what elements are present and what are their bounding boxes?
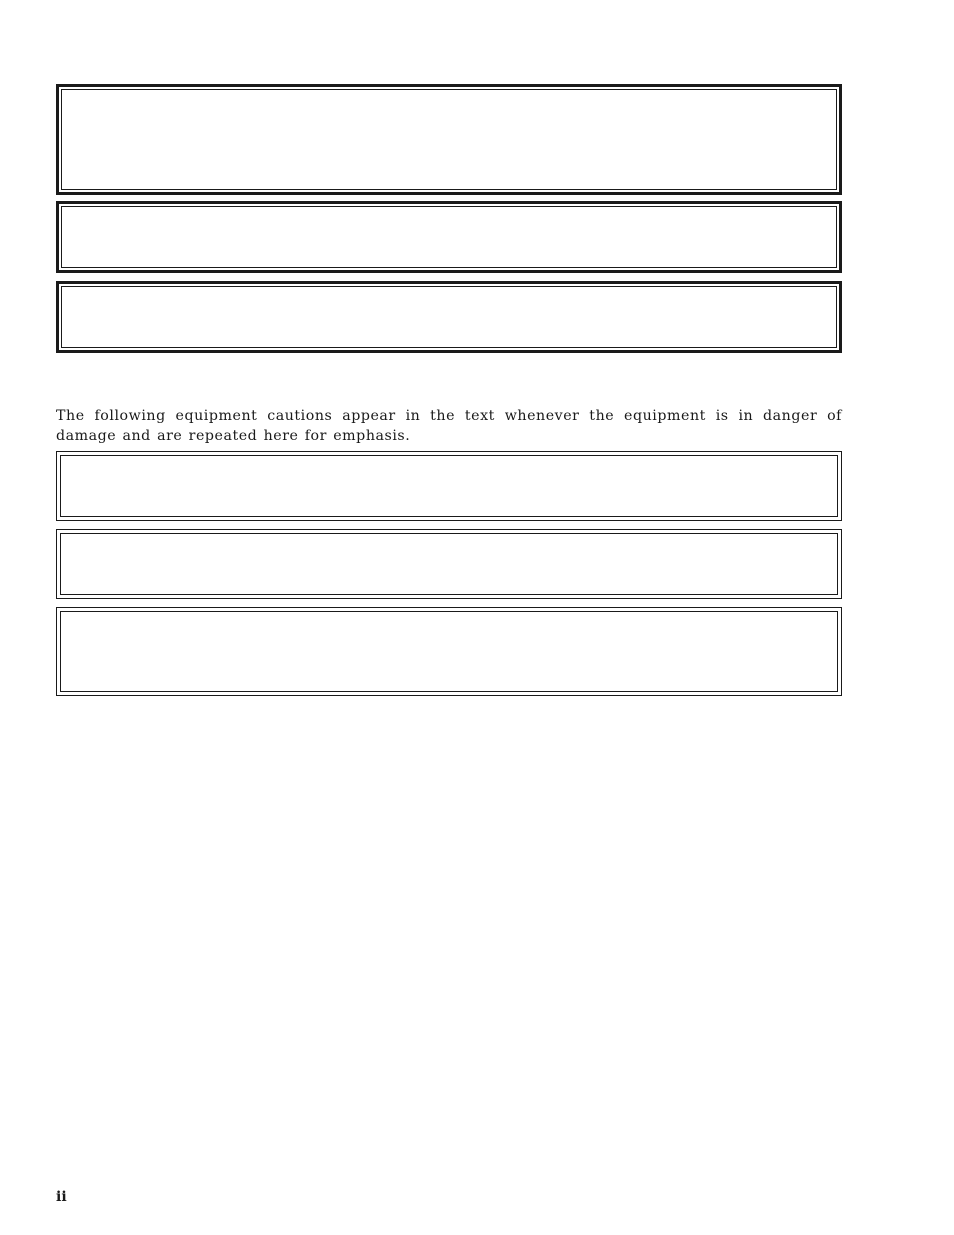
caution-box-inner-rule xyxy=(60,455,838,517)
caution-box-inner-rule xyxy=(60,533,838,595)
caution-box-1 xyxy=(56,451,842,521)
caution-box-2 xyxy=(56,529,842,599)
warning-box-2 xyxy=(56,201,842,273)
warning-box-1 xyxy=(56,84,842,195)
page-number: ii xyxy=(56,1189,67,1205)
caution-box-3 xyxy=(56,607,842,696)
warning-box-3 xyxy=(56,281,842,353)
warning-box-inner-rule xyxy=(61,89,837,190)
warning-box-inner-rule xyxy=(61,286,837,348)
equipment-cautions-intro: The following equipment cautions appear in the text whenever the equipment is in danger of damage and are repeated here for emphasis. xyxy=(56,408,842,444)
warning-box-inner-rule xyxy=(61,206,837,268)
caution-box-inner-rule xyxy=(60,611,838,692)
